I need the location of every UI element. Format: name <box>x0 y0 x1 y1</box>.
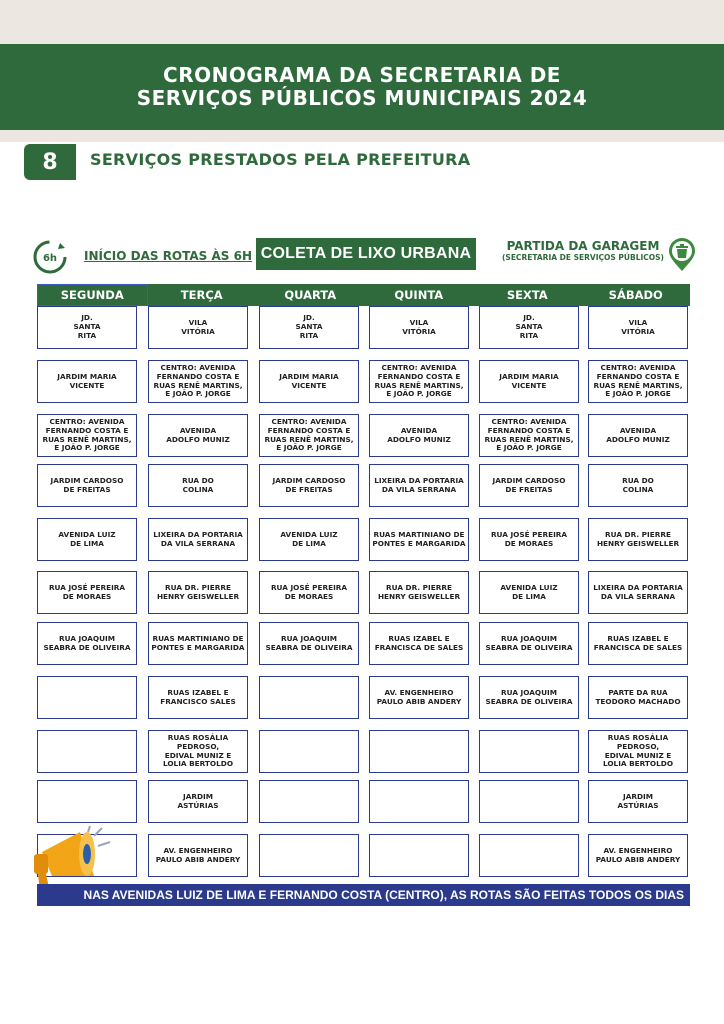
schedule-cell: AV. ENGENHEIRO PAULO ABIB ANDERY <box>148 834 248 877</box>
schedule-cell: JARDIM CARDOSO DE FREITAS <box>259 464 359 507</box>
schedule-cell <box>479 730 579 773</box>
garage-subtitle: (SECRETARIA DE SERVIÇOS PÚBLICOS) <box>501 253 664 262</box>
day-header-sabado: SÁBADO <box>608 288 663 302</box>
schedule-cell: LIXEIRA DA PORTARIA DA VILA SERRANA <box>588 571 688 614</box>
clock-icon <box>32 239 68 275</box>
schedule-cell: LIXEIRA DA PORTARIA DA VILA SERRANA <box>148 518 248 561</box>
schedule-cell: JD. SANTA RITA <box>259 306 359 349</box>
schedule-cell: VILA VITÓRIA <box>148 306 248 349</box>
schedule-cell: RUA JOAQUIM SEABRA DE OLIVEIRA <box>479 676 579 719</box>
schedule-cell: JARDIM CARDOSO DE FREITAS <box>37 464 137 507</box>
schedule-cell: JARDIM ASTÚRIAS <box>588 780 688 823</box>
schedule-cell <box>37 730 137 773</box>
page-title-line-2: SERVIÇOS PÚBLICOS MUNICIPAIS 2024 <box>136 86 588 110</box>
schedule-cell: RUA JOAQUIM SEABRA DE OLIVEIRA <box>479 622 579 665</box>
schedule-cell: RUAS IZABEL E FRANCISCA DE SALES <box>369 622 469 665</box>
service-title: COLETA DE LIXO URBANA <box>256 238 476 270</box>
schedule-cell: JARDIM MARIA VICENTE <box>37 360 137 403</box>
weekday-header-row <box>37 284 690 306</box>
schedule-cell <box>479 834 579 877</box>
section-title: SERVIÇOS PRESTADOS PELA PREFEITURA <box>90 150 471 169</box>
garage-departure <box>500 240 666 263</box>
schedule-cell: RUA JOSÉ PEREIRA DE MORAES <box>479 518 579 561</box>
schedule-cell: RUAS ROSÁLIA PEDROSO, EDIVAL MUNIZ E LOLIA BERTOLDO <box>148 730 248 773</box>
schedule-cell <box>37 780 137 823</box>
page-header <box>0 44 724 130</box>
day-header-terca: TERÇA <box>180 288 223 302</box>
start-time-label: INÍCIO DAS ROTAS ÀS 6H <box>84 249 252 263</box>
schedule-cell: RUAS MARTINIANO DE PONTES E MARGARIDA <box>369 518 469 561</box>
schedule-cell: LIXEIRA DA PORTARIA DA VILA SERRANA <box>369 464 469 507</box>
schedule-cell <box>259 780 359 823</box>
schedule-cell: AVENIDA LUIZ DE LIMA <box>259 518 359 561</box>
schedule-cell <box>259 676 359 719</box>
schedule-cell: VILA VITÓRIA <box>588 306 688 349</box>
schedule-cell: JD. SANTA RITA <box>37 306 137 349</box>
schedule-cell: AVENIDA LUIZ DE LIMA <box>479 571 579 614</box>
schedule-cell: RUA JOAQUIM SEABRA DE OLIVEIRA <box>259 622 359 665</box>
schedule-cell: JARDIM MARIA VICENTE <box>259 360 359 403</box>
clock-label: 6h <box>42 253 58 264</box>
schedule-cell: CENTRO: AVENIDA FERNANDO COSTA E RUAS RENÊ MARTINS, E JOÃO P. JORGE <box>479 414 579 457</box>
schedule-cell: AV. ENGENHEIRO PAULO ABIB ANDERY <box>369 676 469 719</box>
schedule-cell: RUAS IZABEL E FRANCISCO SALES <box>148 676 248 719</box>
garage-title: PARTIDA DA GARAGEM <box>506 239 660 253</box>
paper-texture-band <box>0 130 724 142</box>
trash-bin-location-icon <box>668 238 696 272</box>
schedule-cell: CENTRO: AVENIDA FERNANDO COSTA E RUAS RENÊ MARTINS, E JOÃO P. JORGE <box>148 360 248 403</box>
schedule-cell: JARDIM CARDOSO DE FREITAS <box>479 464 579 507</box>
schedule-cell: RUA DO COLINA <box>588 464 688 507</box>
schedule-cell: JARDIM ASTÚRIAS <box>148 780 248 823</box>
schedule-cell: JARDIM MARIA VICENTE <box>479 360 579 403</box>
schedule-cell: RUA DR. PIERRE HENRY GEISWELLER <box>148 571 248 614</box>
schedule-cell: RUA JOSÉ PEREIRA DE MORAES <box>37 571 137 614</box>
schedule-cell: RUA DO COLINA <box>148 464 248 507</box>
schedule-cell: RUA JOSÉ PEREIRA DE MORAES <box>259 571 359 614</box>
schedule-cell: AVENIDA ADOLFO MUNIZ <box>369 414 469 457</box>
schedule-cell: CENTRO: AVENIDA FERNANDO COSTA E RUAS RENÊ MARTINS, E JOÃO P. JORGE <box>369 360 469 403</box>
schedule-cell: RUAS ROSÁLIA PEDROSO, EDIVAL MUNIZ E LOLIA BERTOLDO <box>588 730 688 773</box>
schedule-cell: JD. SANTA RITA <box>479 306 579 349</box>
schedule-cell <box>259 730 359 773</box>
schedule-cell: CENTRO: AVENIDA FERNANDO COSTA E RUAS RENÊ MARTINS, E JOÃO P. JORGE <box>37 414 137 457</box>
schedule-cell <box>369 730 469 773</box>
paper-texture-top <box>0 0 724 44</box>
schedule-cell <box>479 780 579 823</box>
day-header-quarta: QUARTA <box>284 288 337 302</box>
schedule-cell: AVENIDA ADOLFO MUNIZ <box>148 414 248 457</box>
schedule-cell: PARTE DA RUA TEODORO MACHADO <box>588 676 688 719</box>
schedule-cell: VILA VITÓRIA <box>369 306 469 349</box>
page-title-line-1: CRONOGRAMA DA SECRETARIA DE <box>163 63 561 87</box>
schedule-cell: CENTRO: AVENIDA FERNANDO COSTA E RUAS RENÊ MARTINS, E JOÃO P. JORGE <box>259 414 359 457</box>
schedule-cell: RUA DR. PIERRE HENRY GEISWELLER <box>369 571 469 614</box>
schedule-cell: AV. ENGENHEIRO PAULO ABIB ANDERY <box>588 834 688 877</box>
section-number-badge: 8 <box>24 144 76 180</box>
schedule-cell: AVENIDA ADOLFO MUNIZ <box>588 414 688 457</box>
schedule-cell: RUAS MARTINIANO DE PONTES E MARGARIDA <box>148 622 248 665</box>
schedule-cell: CENTRO: AVENIDA FERNANDO COSTA E RUAS RENÊ MARTINS, E JOÃO P. JORGE <box>588 360 688 403</box>
schedule-cell: RUA DR. PIERRE HENRY GEISWELLER <box>588 518 688 561</box>
schedule-cell <box>259 834 359 877</box>
day-header-segunda: SEGUNDA <box>37 284 148 306</box>
schedule-cell <box>369 780 469 823</box>
schedule-cell: RUAS IZABEL E FRANCISCA DE SALES <box>588 622 688 665</box>
day-header-quinta: QUINTA <box>394 288 444 302</box>
schedule-cell: AVENIDA LUIZ DE LIMA <box>37 518 137 561</box>
schedule-cell <box>369 834 469 877</box>
schedule-cell: RUA JOAQUIM SEABRA DE OLIVEIRA <box>37 622 137 665</box>
day-header-sexta: SEXTA <box>506 288 548 302</box>
schedule-cell <box>37 676 137 719</box>
footer-note: NAS AVENIDAS LUIZ DE LIMA E FERNANDO COSTA (CENTRO), AS ROTAS SÃO FEITAS TODOS OS DIAS <box>37 884 690 906</box>
